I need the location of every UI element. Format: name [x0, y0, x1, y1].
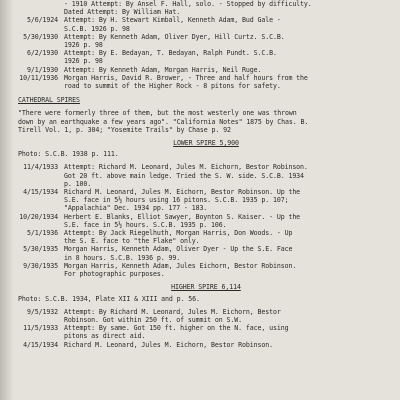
entry-line: Robinson. Got within 250 ft. of summit on S.W. [64, 315, 243, 324]
quote-line: "There were formerly three of them, but the most westerly one was thrown [18, 109, 297, 118]
entry-date: 11/5/1933 [23, 324, 58, 333]
entry-text [64, 66, 394, 74]
record-entry [18, 33, 394, 49]
entry-date: 5/1/1936 [27, 229, 58, 238]
entry-line: For photographic purposes. [64, 270, 165, 279]
entry-date: 5/30/1930 [23, 32, 58, 41]
entry-line: p. 100. [64, 179, 92, 188]
entry-line: the S. E. face to "the Flake" only. [64, 237, 200, 246]
record-entry [18, 0, 394, 8]
entry-text [64, 245, 394, 261]
entry-date [18, 8, 64, 16]
entry-text [64, 49, 394, 65]
entry-text [64, 163, 394, 188]
entry-text [64, 188, 394, 213]
record-entry [18, 229, 394, 245]
entry-line: S.E. face in 5½ hours using 16 pitons. S.C.B. 1935 p. 107; [64, 196, 289, 205]
entry-text [64, 74, 394, 90]
entry-date [18, 0, 64, 8]
entry-date: 9/30/1935 [23, 261, 58, 270]
quote-line: Tirell Vol. 1, p. 304; "Yosemite Trails" by Chase p. 92 [18, 125, 231, 134]
entry-text [64, 308, 394, 324]
entry-line: Morgan Harris, Kenneth Adam, Jules Eichorn, Bestor Robinson. [64, 261, 297, 270]
higher-spire-photo: Photo: S.C.B. 1934, Plate XII & XIII and p. 56. [18, 294, 200, 303]
entry-line: Attempt: By Kenneth Adam, Morgan Harris, Neil Ruge. [64, 65, 262, 74]
record-entry [18, 66, 394, 74]
entry-date: 5/6/1924 [27, 16, 58, 25]
entry-line: S.C.B. 1926 p. 98 [64, 24, 130, 33]
entry-line: 1926 p. 98 [64, 41, 103, 50]
record-entry [18, 324, 394, 340]
entry-line: Attempt: By Jack Riegelhuth, Morgan Harris, Don Woods. - Up [64, 229, 293, 238]
entry-text [64, 213, 394, 229]
entry-line: pitons as direct aid. [64, 332, 146, 341]
record-entry [18, 74, 394, 90]
section-heading-cathedral: CATHEDRAL SPIRES [18, 96, 80, 105]
entry-line: 1926 p. 98 [64, 57, 103, 66]
entry-date: 11/4/1933 [23, 163, 58, 172]
top-entries [18, 0, 394, 90]
higher-spire-title: HIGHER SPIRE 6,114 [171, 283, 241, 292]
record-entry [18, 16, 394, 32]
lower-spire-entries [18, 163, 394, 278]
record-entry [18, 341, 394, 349]
record-entry [18, 8, 394, 16]
record-entry [18, 49, 394, 65]
entry-line: Herbert E. Blanks, Elliot Sawyer, Boynton S. Kaiser. - Up the [64, 212, 301, 221]
entry-line: Attempt: By Kenneth Adam, Oliver Dyer, Hill Curtz. S.C.B. [64, 32, 285, 41]
entry-line: - 1910 Attempt: By Ansel F. Hall, solo. - Stopped by difficulty. [64, 0, 312, 8]
quote-line: down by an earthquake a few years ago". "California Notes" 1875 by Chas. B. [18, 117, 309, 126]
entry-line: Attempt: By H. Stewart Kimball, Kenneth Adam, Bud Gale - [64, 16, 281, 25]
record-entry [18, 213, 394, 229]
entry-date: 10/11/1936 [19, 73, 58, 82]
entry-line: road to summit of the Higher Rock - 8 pitons for safety. [64, 82, 281, 91]
document-content [18, 0, 394, 349]
lower-spire-title: LOWER SPIRE 5,900 [173, 139, 239, 148]
record-entry [18, 163, 394, 188]
entry-line: Attempt: Richard M. Leonard, Jules M. Eichorn, Bestor Robinson. [64, 163, 308, 172]
entry-line: Attempt: By E. Bedayan, T. Bedayan, Ralph Pundt. S.C.B. [64, 49, 277, 58]
entry-text [64, 262, 394, 278]
entry-line: Attempt: By Richard M. Leonard, Jules M. Eichorn, Bestor [64, 307, 281, 316]
entry-date: 9/5/1932 [27, 307, 58, 316]
entry-date: 4/15/1934 [23, 340, 58, 349]
record-entry [18, 308, 394, 324]
entry-text [64, 16, 394, 32]
binding-shadow [0, 0, 14, 400]
entry-text [64, 324, 394, 340]
record-entry [18, 262, 394, 278]
entry-line: Richard M. Leonard, Jules M. Eichorn, Bestor Robinson. Up the [64, 188, 301, 197]
entry-date: 9/1/1930 [27, 65, 58, 74]
record-entry [18, 188, 394, 213]
entry-date: 5/30/1935 [23, 245, 58, 254]
entry-line: S.E. face in 5½ hours. S.C.B. 1935 p. 106. [64, 220, 227, 229]
entry-line: Got 20 ft. above main ledge. Tried the S. W. side. S.C.B. 1934 [64, 171, 304, 180]
entry-date: 4/15/1934 [23, 188, 58, 197]
entry-date: 10/20/1934 [19, 212, 58, 221]
entry-text [64, 8, 394, 16]
entry-text [64, 0, 394, 8]
entry-text [64, 33, 394, 49]
entry-date: 6/2/1930 [27, 49, 58, 58]
entry-line: Morgan Harris, David R. Brower, - Three and half hours from the [64, 73, 308, 82]
record-entry [18, 245, 394, 261]
entry-line: "Appalachia" Dec. 1934 pp. 177 - 183. [64, 204, 208, 213]
entry-line: in 8 hours. S.C.B. 1936 p. 99. [64, 253, 181, 262]
lower-spire-photo: Photo: S.C.B. 1938 p. 111. [18, 150, 119, 159]
higher-spire-entries [18, 308, 394, 349]
cathedral-quote [18, 109, 394, 134]
entry-text [64, 341, 394, 349]
entry-line: Dated Attempt: By William Hat. [64, 8, 181, 17]
entry-line: Richard M. Leonard, Jules M. Eichorn, Bestor Robinson. [64, 340, 273, 349]
entry-text [64, 229, 394, 245]
entry-line: Attempt: By same. Got 150 ft. higher on the N. face, using [64, 324, 289, 333]
entry-line: Morgan Harris, Kenneth Adam, Oliver Dyer - Up the S.E. Face [64, 245, 293, 254]
